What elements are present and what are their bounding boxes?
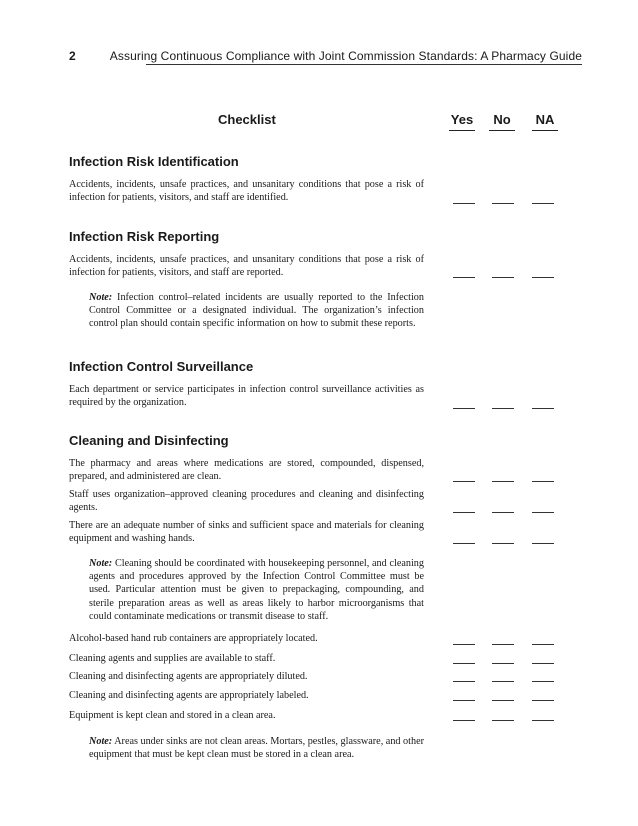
answer-blanks-row [0,543,638,544]
answer-blanks-row [0,203,638,204]
na-blank[interactable] [532,277,554,278]
page-number: 2 [69,49,76,63]
note [89,735,424,761]
na-blank[interactable] [532,512,554,513]
na-blank[interactable] [532,203,554,204]
yes-blank[interactable] [453,481,475,482]
na-blank[interactable] [532,700,554,701]
checklist-item: Accidents, incidents, unsafe practices, and unsanitary conditions that pose a risk of infection for patients, visitors, and staff are reported. [69,254,424,279]
no-blank[interactable] [492,644,514,645]
no-blank[interactable] [492,277,514,278]
checklist-item: Cleaning and disinfecting agents are appropriately diluted. [69,671,308,682]
yes-blank[interactable] [453,720,475,721]
yes-blank[interactable] [453,681,475,682]
yes-blank[interactable] [453,408,475,409]
note-label: Note: [89,736,113,747]
na-blank[interactable] [532,644,554,645]
checklist-item: Cleaning agents and supplies are available to staff. [69,653,276,664]
checklist-item: Accidents, incidents, unsafe practices, and unsanitary conditions that pose a risk of infection for patients, visitors, and staff are identified. [69,179,424,204]
section-heading: Cleaning and Disinfecting [69,433,229,448]
na-blank[interactable] [532,543,554,544]
yes-blank[interactable] [453,543,475,544]
checklist-item: Alcohol-based hand rub containers are appropriately located. [69,633,318,644]
answer-blanks-row [0,512,638,513]
yes-blank[interactable] [453,700,475,701]
na-blank[interactable] [532,720,554,721]
yes-column-label: Yes [449,112,475,131]
answer-blanks-row [0,644,638,645]
no-column-label: No [489,112,515,131]
na-column-label: NA [532,112,558,131]
yes-blank[interactable] [453,663,475,664]
note-text: Cleaning should be coordinated with housekeeping personnel, and cleaning agents and procedures approved by the Infection Control Committee must be used. Particular attention must be given to prepackaging, compounding, and sterile preparation areas as well as areas likely to harbor microorganisms that could contaminate medications or transmit disease to staff. [89,558,424,622]
checklist-heading: Checklist [218,112,276,127]
answer-blanks-row [0,481,638,482]
section-heading: Infection Risk Reporting [69,229,220,244]
no-blank[interactable] [492,663,514,664]
answer-blanks-row [0,663,638,664]
yes-blank[interactable] [453,203,475,204]
note [89,557,424,623]
note-text: Areas under sinks are not clean areas. Mortars, pestles, glassware, and other equipment that must be kept clean must be stored in a clean area. [89,736,424,761]
checklist-item: Cleaning and disinfecting agents are appropriately labeled. [69,690,309,701]
no-blank[interactable] [492,720,514,721]
header-rule [146,64,582,65]
na-blank[interactable] [532,681,554,682]
note [89,291,424,331]
answer-blanks-row [0,681,638,682]
yes-blank[interactable] [453,512,475,513]
note-label: Note: [89,558,113,569]
section-heading: Infection Risk Identification [69,154,239,169]
na-blank[interactable] [532,481,554,482]
no-blank[interactable] [492,700,514,701]
note-text: Infection control–related incidents are usually reported to the Infection Control Committee or a designated individual. The organization’s infection control plan should contain specific information on how to submit these reports. [89,292,424,330]
checklist-item: There are an adequate number of sinks and sufficient space and materials for cleaning equipment and washing hands. [69,520,424,545]
section-heading: Infection Control Surveillance [69,359,254,374]
no-blank[interactable] [492,681,514,682]
no-blank[interactable] [492,512,514,513]
checklist-item: Staff uses organization–approved cleaning procedures and cleaning and disinfecting agents. [69,489,424,514]
na-blank[interactable] [532,663,554,664]
no-blank[interactable] [492,543,514,544]
yes-blank[interactable] [453,644,475,645]
answer-blanks-row [0,408,638,409]
no-blank[interactable] [492,481,514,482]
checklist-item: Equipment is kept clean and stored in a clean area. [69,710,276,721]
running-title: Assuring Continuous Compliance with Joint Commission Standards: A Pharmacy Guide [109,49,582,63]
checklist-item: Each department or service participates in infection control surveillance activities as required by the organization. [69,384,424,409]
answer-blanks-row [0,277,638,278]
answer-blanks-row [0,720,638,721]
na-blank[interactable] [532,408,554,409]
answer-blanks-row [0,700,638,701]
no-blank[interactable] [492,203,514,204]
checklist-item: The pharmacy and areas where medications are stored, compounded, dispensed, prepared, and administered are clean. [69,458,424,483]
yes-blank[interactable] [453,277,475,278]
note-label: Note: [89,292,113,303]
no-blank[interactable] [492,408,514,409]
